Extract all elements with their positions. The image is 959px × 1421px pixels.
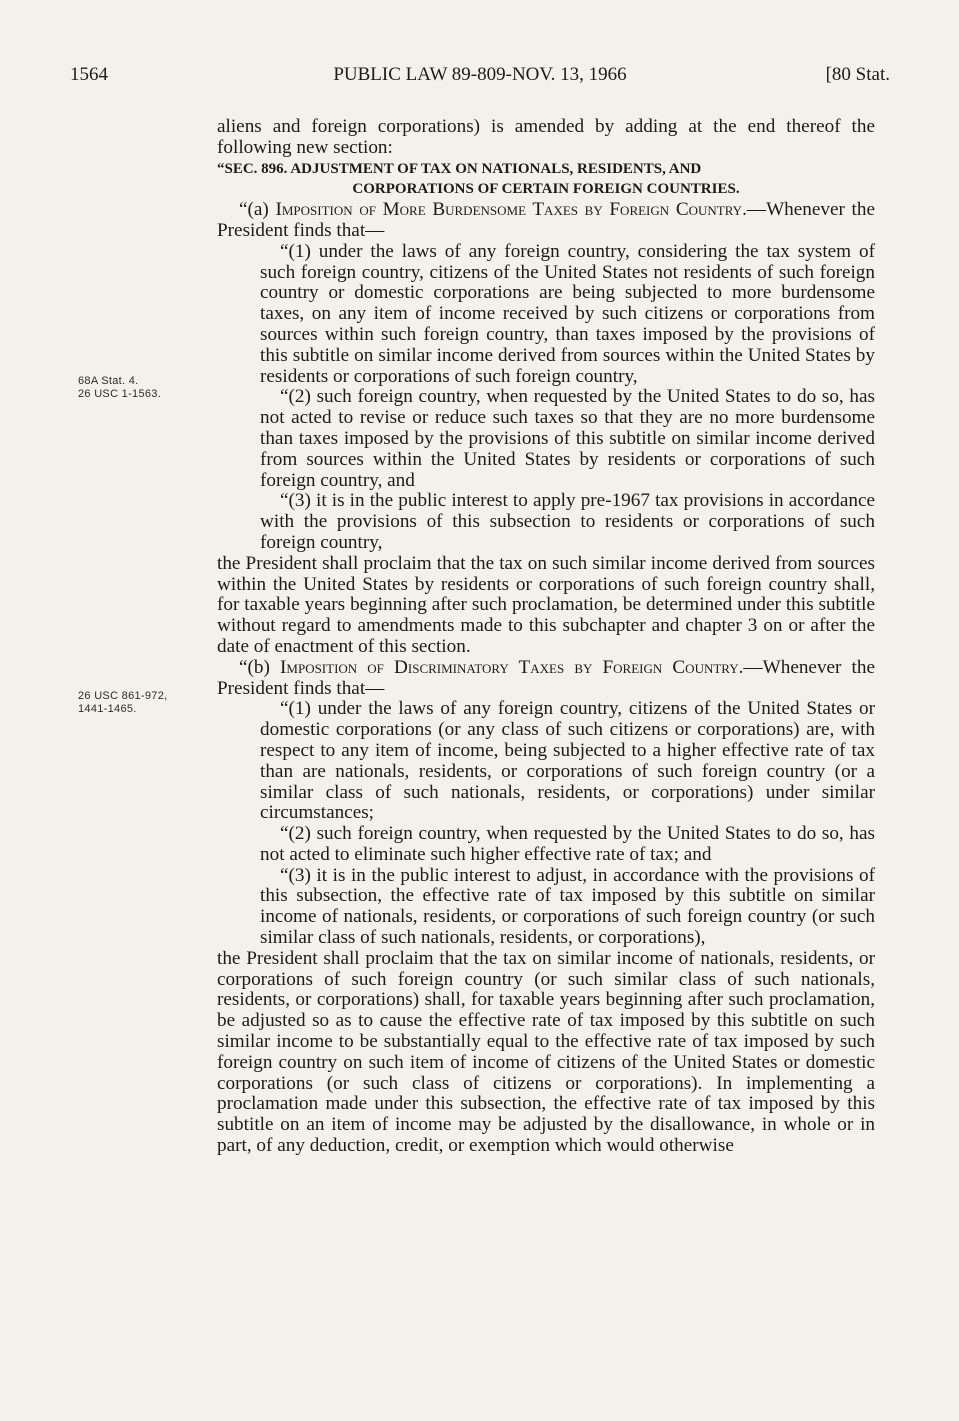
subsection-a-conclusion: the President shall proclaim that the tax on such similar income derived from sources within the United States by residents or corporations of such foreign country shall, for taxable years beginning after such proclamation, be determined under this subtitle without regard to amendments made to this subchapter and chapter 3 on or after the date of enactment of this section. bbox=[217, 552, 875, 657]
margin-citation-1 bbox=[78, 375, 161, 401]
margin-citation-2 bbox=[78, 690, 168, 716]
section-heading bbox=[217, 159, 875, 201]
subsection-a-label: “(a) bbox=[239, 199, 269, 221]
paragraph-b2: “(2) such foreign country, when requested by the United States to do so, has not acted to eliminate such higher effective rate of tax; and bbox=[260, 823, 875, 865]
margin-citation-1-line1: 68A Stat. 4. bbox=[78, 375, 139, 387]
subsection-b-intro bbox=[217, 658, 875, 700]
section-heading-line1: “SEC. 896. ADJUSTMENT OF TAX ON NATIONALS, RESIDENTS, AND bbox=[217, 160, 702, 177]
margin-citation-1-line2: 26 USC 1-1563. bbox=[78, 388, 162, 400]
page-title: PUBLIC LAW 89-809-NOV. 13, 1966 bbox=[333, 64, 627, 85]
intro-paragraph: aliens and foreign corporations) is amended by adding at the end thereof the following new section: bbox=[217, 116, 875, 158]
subsection-b-conclusion: the President shall proclaim that the tax on similar income of nationals, residents, or corporations of such foreign country (or such similar class of such nationals, residents, or corporations) shall, for taxable years beginning after such proclamation, be adjusted so as to cause the effective rate of tax imposed by this subtitle on such similar income to be substantially equal to the effective rate of tax imposed by such foreign country on such item of income of citizens of the United States or domestic corporations (or such class of citizens or corporations). In implementing a proclamation made under this subsection, the effective rate of tax imposed by this subtitle on an item of income may be adjusted by the disallowance, in whole or in part, of any deduction, credit, or exemption which would otherwise bbox=[217, 947, 875, 1157]
paragraph-a1: “(1) under the laws of any foreign country, considering the tax system of such foreign country, citizens of the United States not residents of such foreign country or domestic corporations are being subjected to more burdensome taxes, on any item of income received by such citizens or corporations from sources within such foreign country, than taxes imposed by the provisions of this subtitle on similar income derived from sources within the United States by residents or corporations of such foreign country, bbox=[260, 240, 875, 387]
page-header bbox=[70, 64, 890, 90]
margin-citation-2-line1: 26 USC 861-972, bbox=[78, 690, 168, 702]
subsection-b-label: “(b) bbox=[239, 656, 270, 678]
page-number: 1564 bbox=[70, 64, 108, 85]
paragraph-a3: “(3) it is in the public interest to apply pre-1967 tax provisions in accordance with the provisions of this subsection to residents or corporations of such foreign country, bbox=[260, 490, 875, 553]
subsection-b-lead: —Whenever the President finds that— bbox=[217, 656, 875, 699]
subsection-a-lead: —Whenever the President finds that— bbox=[217, 199, 875, 241]
statute-reference: [80 Stat. bbox=[825, 64, 890, 85]
paragraph-b1: “(1) under the laws of any foreign country, citizens of the United States or domestic corporations (or any class of such citizens or corporations) are, with respect to any item of income, being subjected to a higher effective rate of tax than are nationals, residents, or corporations of such foreign country (or a similar class of such nationals, residents, or corporations) under similar circumstances; bbox=[260, 698, 875, 824]
subsection-a-intro bbox=[217, 200, 875, 242]
subsection-b-heading: Imposition of Discriminatory Taxes by Foreign Country. bbox=[280, 656, 744, 678]
paragraph-b3: “(3) it is in the public interest to adjust, in accordance with the provisions of this subsection, the effective rate of tax imposed by this subtitle on similar income of nationals, residents, or corporations of such foreign country (or such similar class of such nationals, residents, or corporations), bbox=[260, 864, 875, 949]
paragraph-a2: “(2) such foreign country, when requested by the United States to do so, has not acted to revise or reduce such taxes so that they are no more burdensome than taxes imposed by the provisions of this subtitle on similar income derived from sources within the United States by residents or corporations of such foreign country, and bbox=[260, 386, 875, 491]
margin-citation-2-line2: 1441-1465. bbox=[78, 703, 137, 715]
section-heading-line2: CORPORATIONS OF CERTAIN FOREIGN COUNTRIES. bbox=[352, 181, 740, 198]
subsection-a-heading: Imposition of More Burdensome Taxes by Foreign Country. bbox=[275, 199, 747, 221]
document-body bbox=[217, 117, 875, 1157]
